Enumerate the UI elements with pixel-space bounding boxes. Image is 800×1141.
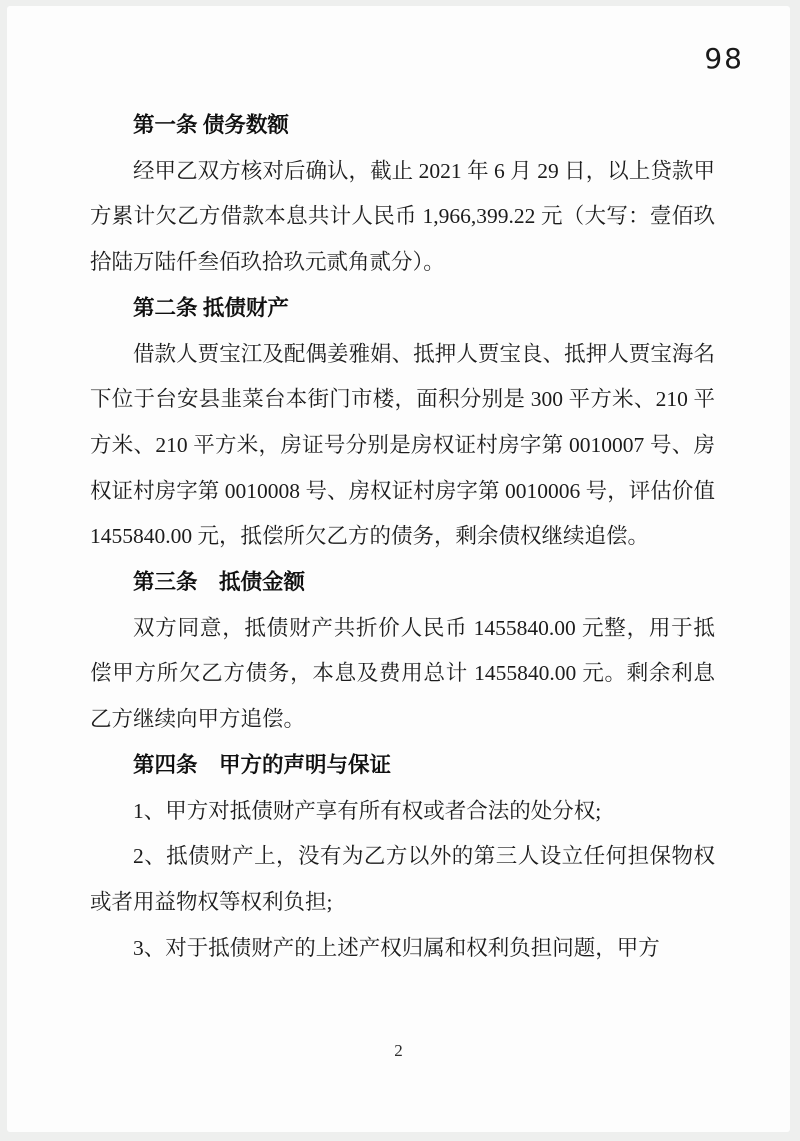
paragraph: 2、抵债财产上，没有为乙方以外的第三人设立任何担保物权或者用益物权等权利负担; <box>90 844 715 914</box>
paragraph: 经甲乙双方核对后确认，截止 2021 年 6 月 29 日，以上贷款甲方累计欠乙方借款本息共计人民币 1,966,399.22 元（大写：壹佰玖拾陆万陆仟叁佰玖拾玖元贰角贰分）。 <box>90 158 715 275</box>
page-stamp-number: 98 <box>704 42 744 75</box>
section-article-4 <box>90 743 715 972</box>
section-article-2 <box>90 286 715 560</box>
section-heading: 第一条 债务数额 <box>133 113 289 137</box>
footer-page-number: 2 <box>394 1041 403 1060</box>
section-heading: 第二条 抵债财产 <box>133 295 289 320</box>
section-article-3 <box>90 560 715 743</box>
document-page <box>7 6 790 1132</box>
contract-body <box>90 103 715 971</box>
paragraph: 借款人贾宝江及配偶姜雅娟、抵押人贾宝良、抵押人贾宝海名下位于台安县韭菜台本街门市楼，面积分别是 300 平方米、210 平方米、210 平方米，房证号分别是房权证村房字第 0010007 号、房权证村房字第 0010008 号、房权证村房字第 0010006 号，评估价值 1455840.00 元，抵偿所欠乙方的债务，剩余债权继续追偿。 <box>90 341 715 549</box>
section-heading: 第四条 甲方的声明与保证 <box>133 752 392 777</box>
paragraph: 1、甲方对抵债财产享有所有权或者合法的处分权; <box>133 798 602 823</box>
paragraph: 双方同意，抵债财产共折价人民币 1455840.00 元整，用于抵偿甲方所欠乙方债务，本息及费用总计 1455840.00 元。剩余利息乙方继续向甲方追偿。 <box>90 615 715 732</box>
section-heading: 第三条 抵债金额 <box>133 570 306 595</box>
section-article-1 <box>90 103 715 286</box>
paragraph: 3、对于抵债财产的上述产权归属和权利负担问题，甲方 <box>133 935 660 960</box>
